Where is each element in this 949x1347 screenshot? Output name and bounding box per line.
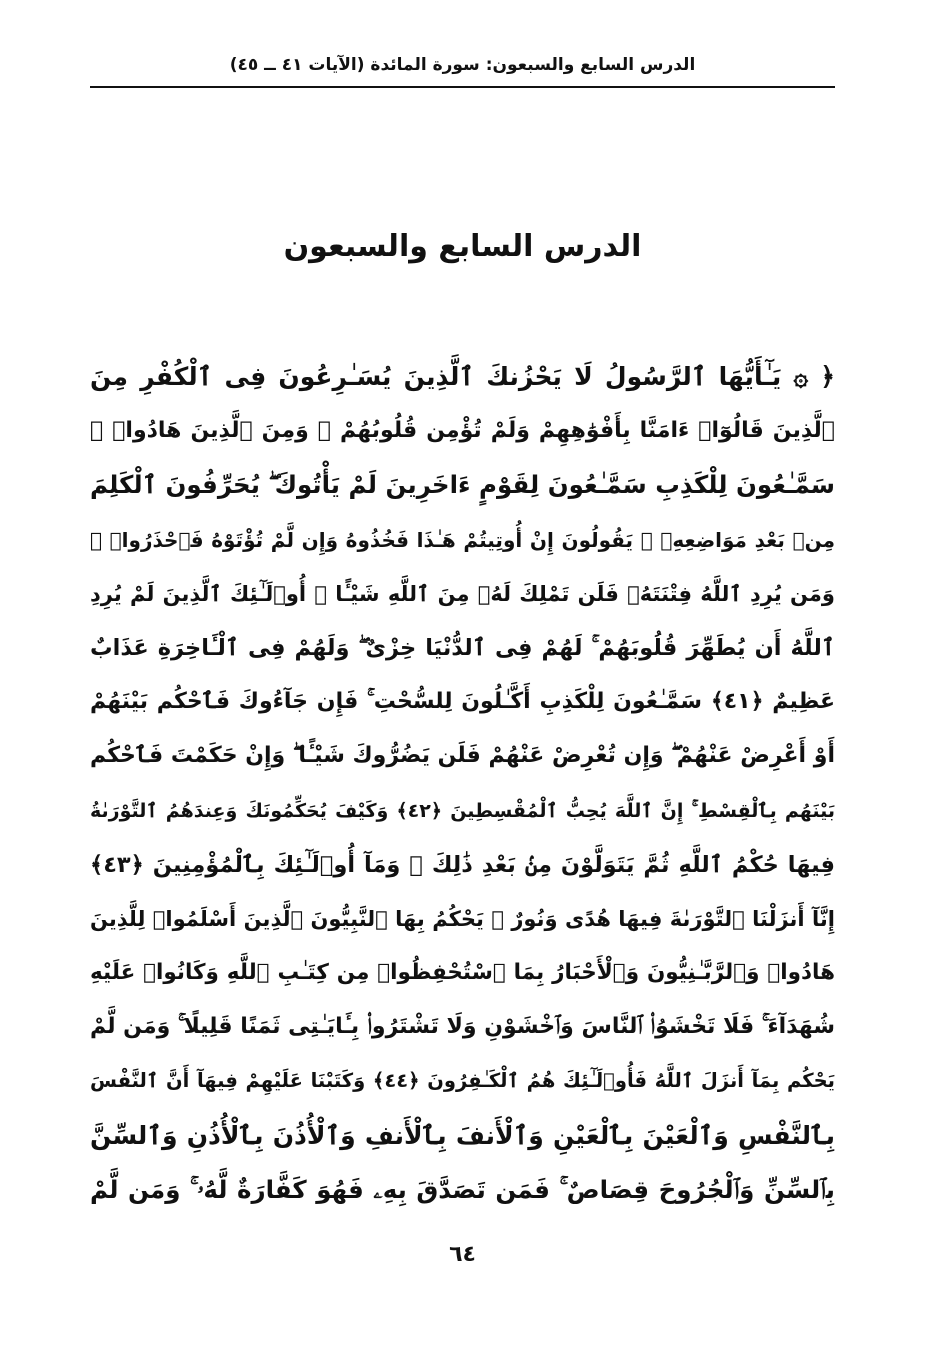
verse-line: يَحْكُم بِمَآ أَنزَلَ ٱللَّهُ فَأُو۟لَـٰٓئِكَ هُمُ ٱلْكَـٰفِرُونَ ﴿٤٤﴾ وَكَتَبْنَا عَلَيْهِمْ فِيهَآ أَنَّ ٱلنَّفْسَ xyxy=(90,1069,835,1093)
verse-line: أَوْ أَعْرِضْ عَنْهُمْ ۖ وَإِن تُعْرِضْ عَنْهُمْ فَلَن يَضُرُّوكَ شَيْـًٔا ۖ وَإِنْ حَكَمْتَ فَٱحْكُم xyxy=(90,743,835,769)
verse-line: بِٱلنَّفْسِ وَٱلْعَيْنَ بِٱلْعَيْنِ وَٱلْأَنفَ بِٱلْأَنفِ وَٱلْأُذُنَ بِٱلْأُذُنِ وَٱلسِّنَّ xyxy=(90,1120,835,1150)
verse-line: بِٱلسِّنِّ وَٱلْجُرُوحَ قِصَاصٌ ۚ فَمَن تَصَدَّقَ بِهِۦ فَهُوَ كَفَّارَةٌ لَّهُۥ ۚ وَمَن لَّمْ xyxy=(90,1174,835,1204)
verse-line: ٱللَّهُ أَن يُطَهِّرَ قُلُوبَهُمْ ۚ لَهُمْ فِى ٱلدُّنْيَا خِزْىٌ ۖ وَلَهُمْ فِى ٱلْـَٔاخِرَةِ عَذَابٌ xyxy=(90,634,835,661)
verse-line: إِنَّآ أَنزَلْنَا ٱلتَّوْرَىٰةَ فِيهَا هُدًى وَنُورٌ ۚ يَحْكُمُ بِهَا ٱلنَّبِيُّونَ ٱلَّذِينَ أَسْلَمُوا۟ لِلَّذِينَ xyxy=(90,906,835,931)
verse-line: مِنۢ بَعْدِ مَوَاضِعِهِۦ ۖ يَقُولُونَ إِنْ أُوتِيتُمْ هَـٰذَا فَخُذُوهُ وَإِن لَّمْ تُؤْتَوْهُ فَٱحْذَرُوا۟ ۚ xyxy=(90,527,835,552)
lesson-title: الدرس السابع والسبعون xyxy=(283,229,642,264)
quran-verses-block xyxy=(90,350,835,1217)
verse-line: فِيهَا حُكْمُ ٱللَّهِ ثُمَّ يَتَوَلَّوْنَ مِنۢ بَعْدِ ذَٰلِكَ ۚ وَمَآ أُو۟لَـٰٓئِكَ بِٱلْمُؤْمِنِينَ ﴿٤٣﴾ xyxy=(90,851,835,878)
verse-line: ﴿ ۞ يَـٰٓأَيُّهَا ٱلرَّسُولُ لَا يَحْزُنكَ ٱلَّذِينَ يُسَـٰرِعُونَ فِى ٱلْكُفْرِ مِنَ xyxy=(90,362,835,391)
verse-line: ٱلَّذِينَ قَالُوٓا۟ ءَامَنَّا بِأَفْوَٰهِهِمْ وَلَمْ تُؤْمِن قُلُوبُهُمْ ۛ وَمِنَ ٱلَّذِينَ هَادُوا۟ ۛ xyxy=(90,418,835,444)
verse-line: وَمَن يُرِدِ ٱللَّهُ فِتْنَتَهُۥ فَلَن تَمْلِكَ لَهُۥ مِنَ ٱللَّهِ شَيْـًٔا ۚ أُو۟لَـٰٓئِكَ ٱلَّذِينَ لَمْ يُرِدِ xyxy=(90,581,835,606)
running-header: الدرس السابع والسبعون: سورة المائدة (الآيات ٤١ ــ ٤٥) xyxy=(229,55,696,75)
verse-line: بَيْنَهُم بِٱلْقِسْطِ ۚ إِنَّ ٱللَّهَ يُحِبُّ ٱلْمُقْسِطِينَ ﴿٤٢﴾ وَكَيْفَ يُحَكِّمُونَكَ وَعِندَهُمُ ٱلتَّوْرَىٰةُ xyxy=(90,799,835,822)
page-number: ٦٤ xyxy=(449,1242,476,1267)
header-divider xyxy=(90,86,835,88)
verse-line: عَظِيمٌ ﴿٤١﴾ سَمَّـٰعُونَ لِلْكَذِبِ أَكَّـٰلُونَ لِلسُّحْتِ ۚ فَإِن جَآءُوكَ فَٱحْكُم بَيْنَهُمْ xyxy=(90,689,835,715)
verse-line: هَادُوا۟ وَٱلرَّبَّـٰنِيُّونَ وَٱلْأَحْبَارُ بِمَا ٱسْتُحْفِظُوا۟ مِن كِتَـٰبِ ٱللَّهِ وَكَانُوا۟ عَلَيْهِ xyxy=(90,960,835,986)
verse-line: سَمَّـٰعُونَ لِلْكَذِبِ سَمَّـٰعُونَ لِقَوْمٍ ءَاخَرِينَ لَمْ يَأْتُوكَ ۖ يُحَرِّفُونَ ٱلْكَلِمَ xyxy=(90,470,835,500)
verse-line: شُهَدَآءَ ۚ فَلَا تَخْشَوُا۟ ٱلنَّاسَ وَٱخْشَوْنِ وَلَا تَشْتَرُوا۟ بِـَٔايَـٰتِى ثَمَنًا قَلِيلًا ۚ وَمَن لَّمْ xyxy=(90,1014,835,1040)
